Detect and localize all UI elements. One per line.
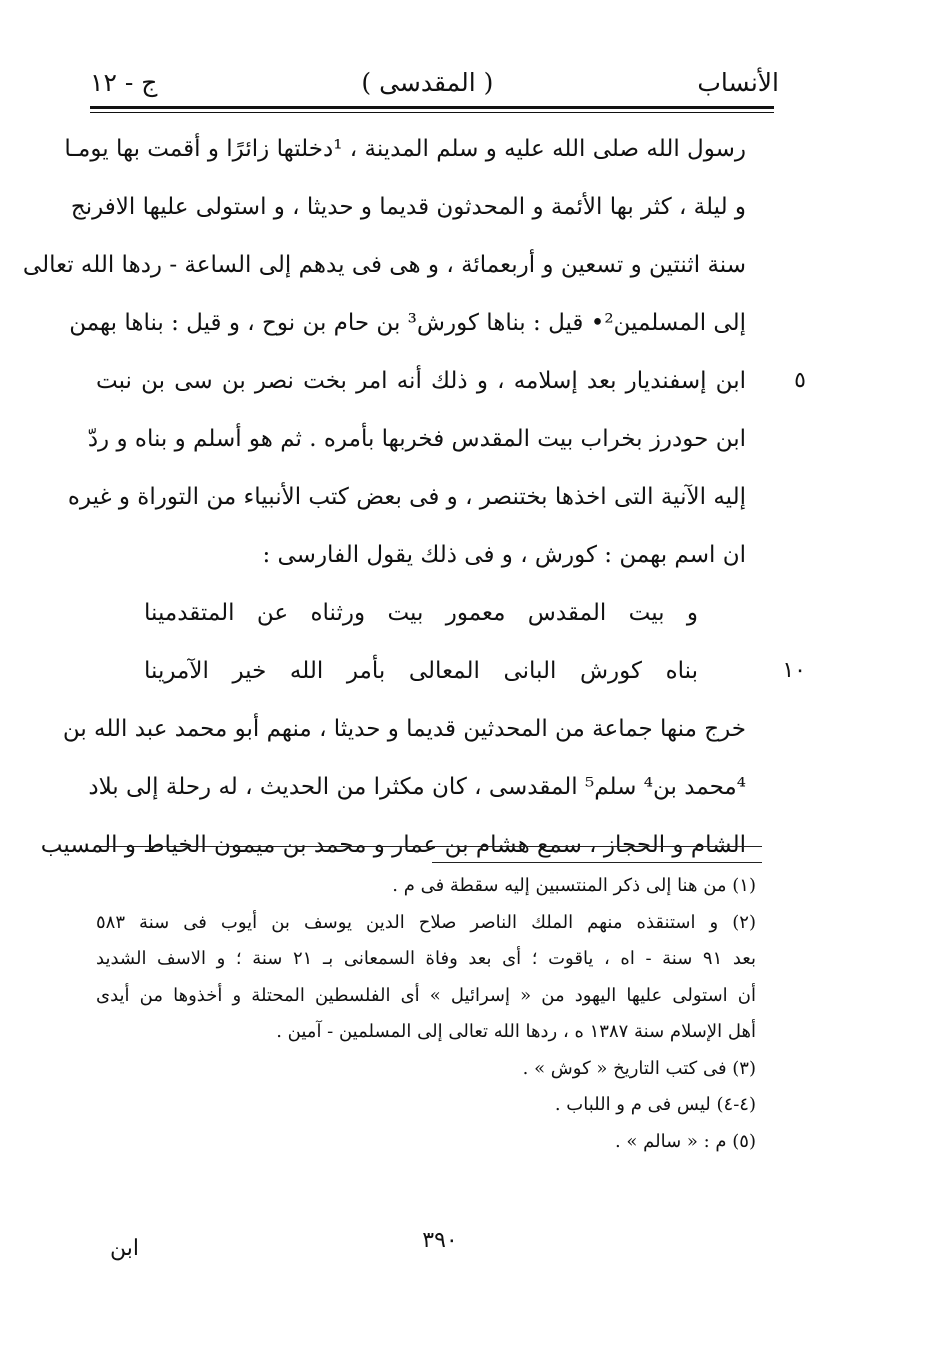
catchword: ابن <box>110 1236 139 1261</box>
line-text: ان اسم بهمن : كورش ، و فى ذلك يقول الفارسى : <box>262 542 746 568</box>
line-text: إلى المسلمين²• قيل : بناها كورش³ بن حام بن نوح ، و قيل : بناها بهمن <box>69 310 746 336</box>
footnote-line: (٥) م : « سالم » . <box>614 1130 756 1152</box>
text-line <box>67 468 746 526</box>
footnote-line: (٢) و استنقذه منهم الملك الناصر صلاح الدين يوسف بن أيوب فى سنة ٥٨٣ <box>96 911 756 933</box>
header-rule <box>90 106 774 113</box>
text-line <box>88 758 746 816</box>
footnotes <box>96 868 756 1160</box>
text-line <box>87 410 746 468</box>
line-text: رسول الله صلى الله عليه و سلم المدينة ، ¹دخلتها زائرًا و أقمت بها يومـا <box>64 136 746 162</box>
footnote-line: (٤-٤) ليس فى م و اللباب . <box>554 1094 756 1115</box>
line-text: سنة اثنتين و تسعين و أربعمائة ، و هى فى يدهم إلى الساعة - ردها الله تعالى <box>22 252 746 278</box>
text-line <box>22 236 746 294</box>
text-line <box>96 352 806 410</box>
line-text: ابن إسفنديار بعد إسلامه ، و ذلك أنه امر بخت نصر بن سى بن نبت <box>96 368 746 394</box>
footnote-line: أن استولى عليها اليهود من « إسرائيل » أى الفلسطين المحتلة و أخذوها من أيدى <box>96 984 756 1006</box>
line-number: ٥ <box>794 368 806 393</box>
line-text: ابن حودرز بخراب بيت المقدس فخربها بأمره . ثم هو أسلم و بناه و ردّ <box>87 426 746 452</box>
footnote-line: بعد ٩١ سنة - اه ، ياقوت ؛ أى بعد وفاة السمعانى بـ ٢١ سنة ؛ و الاسف الشديد <box>96 948 756 969</box>
text-line <box>96 526 746 584</box>
main-text <box>22 120 806 874</box>
body-rule <box>96 846 762 847</box>
line-text: بناه كورش البانى المعالى بأمر الله خير الآمرينا <box>144 658 698 684</box>
footnote-rule <box>432 862 762 863</box>
header-title: الأنساب <box>697 67 779 97</box>
text-line <box>70 178 746 236</box>
footnote-line: أهل الإسلام سنة ١٣٨٧ ه ، ردها الله تعالى إلى المسلمين - آمين . <box>276 1021 756 1042</box>
line-text: و بيت المقدس معمور بيت ورثناه عن المتقدمينا <box>144 600 698 626</box>
running-header <box>90 62 779 102</box>
text-line <box>64 120 746 178</box>
footnote-line: (١) من هنا إلى ذكر المنتسبين إليه سقطة فى م . <box>392 875 756 896</box>
verse-line <box>96 642 806 700</box>
text-line <box>62 700 746 758</box>
line-text: الشام و الحجاز ، سمع هشام بن عمار و محمد بن ميمون الخياط و المسيب <box>40 832 746 858</box>
line-text: ⁴محمد بن⁴ سلم⁵ المقدسى ، كان مكثرا من الحديث ، له رحلة إلى بلاد <box>88 774 746 800</box>
line-text: إليه الآنية التى اخذها بختنصر ، و فى بعض كتب الأنبياء من التوراة و غيره <box>67 484 746 510</box>
line-number: ١٠ <box>782 658 806 683</box>
text-line <box>40 816 746 874</box>
text-line <box>69 294 746 352</box>
header-volume: ج - ١٢ <box>90 67 158 97</box>
footnote-line: (٣) فى كتب التاريخ « كوش » . <box>522 1057 756 1079</box>
verse-line <box>96 584 746 642</box>
page-number: ٣٩٠ <box>422 1228 458 1253</box>
line-text: خرج منها جماعة من المحدثين قديما و حديثا ، منهم أبو محمد عبد الله بن <box>62 716 746 742</box>
line-text: و ليلة ، كثر بها الأئمة و المحدثون قديما و حديثا ، و استولى عليها الافرنج <box>70 194 746 220</box>
header-center: ( المقدسى ) <box>361 67 494 97</box>
